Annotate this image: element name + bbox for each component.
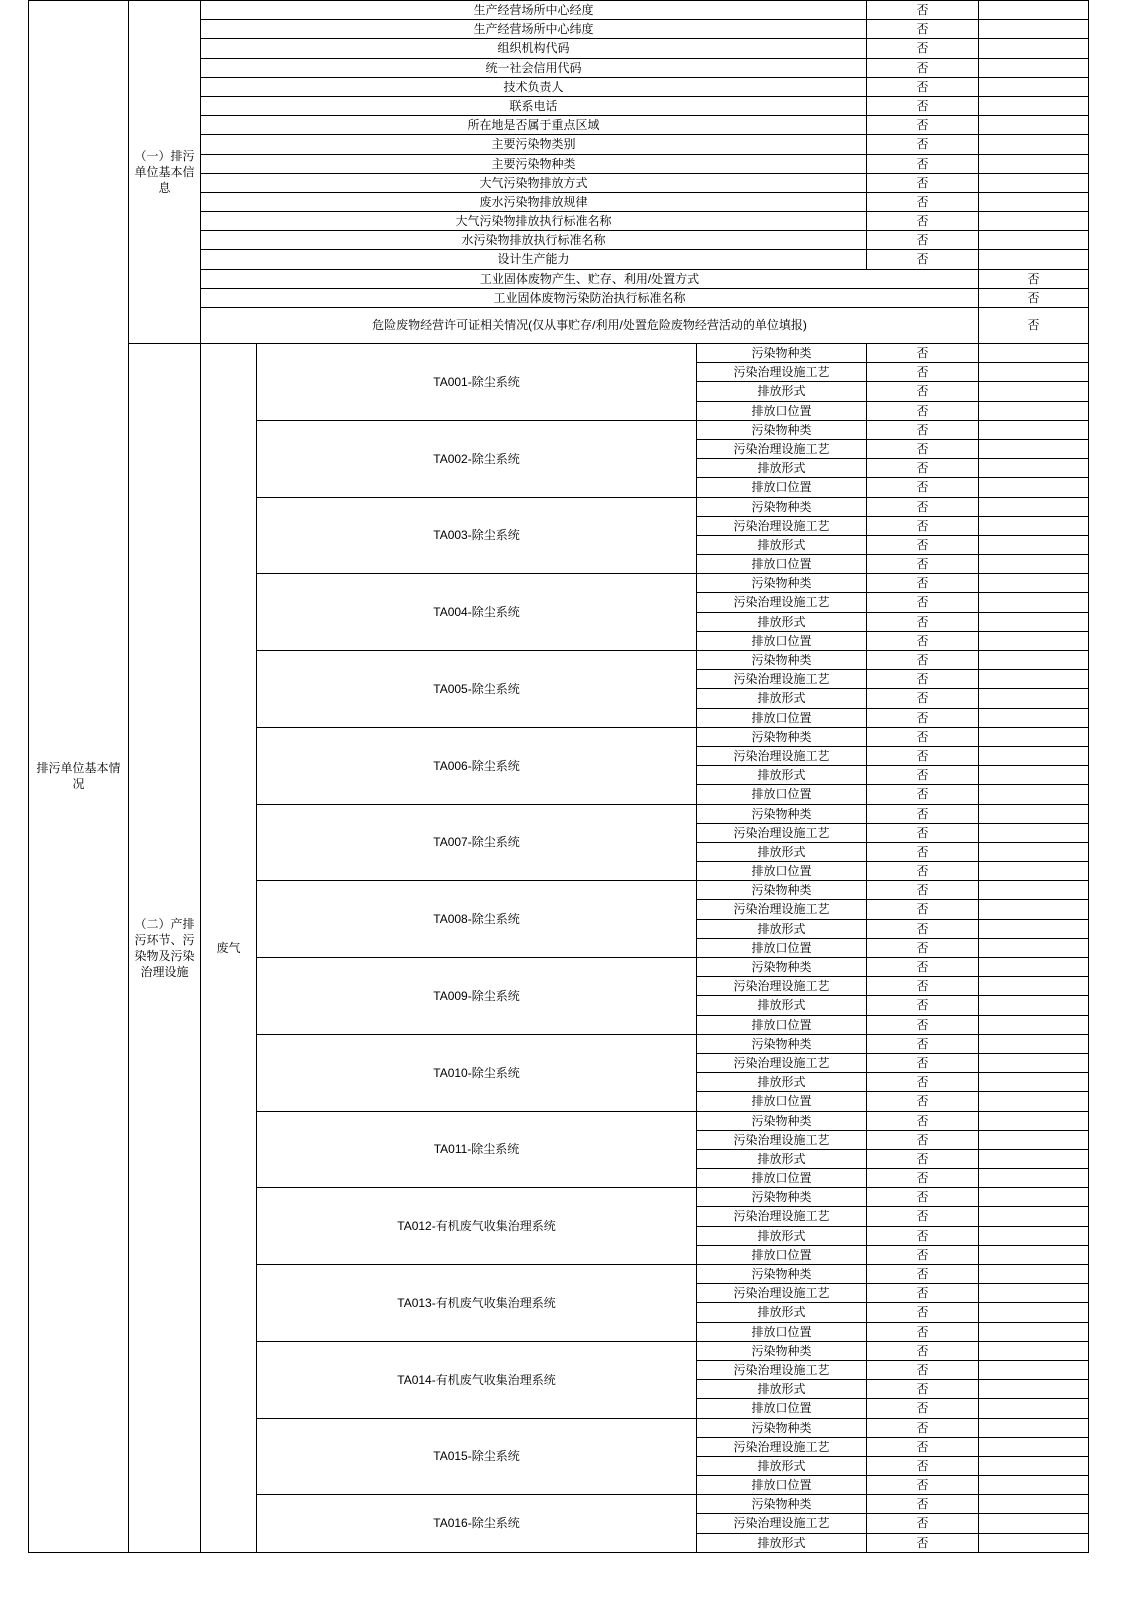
basic-info-item-wide: 危险废物经营许可证相关情况(仅从事贮存/利用/处置危险废物经营活动的单位填报) <box>201 308 979 344</box>
facility-blank <box>979 439 1089 458</box>
facility-value: 否 <box>867 1226 979 1245</box>
facility-name: TA010-除尘系统 <box>257 1034 697 1111</box>
facility-attribute: 污染物种类 <box>697 1495 867 1514</box>
facility-value: 否 <box>867 1399 979 1418</box>
basic-info-item: 联系电话 <box>201 96 867 115</box>
basic-info-item: 组织机构代码 <box>201 39 867 58</box>
basic-info-blank <box>979 212 1089 231</box>
facility-name: TA015-除尘系统 <box>257 1418 697 1495</box>
facility-blank <box>979 1015 1089 1034</box>
facility-attribute: 排放口位置 <box>697 401 867 420</box>
facility-value: 否 <box>867 1015 979 1034</box>
facility-blank <box>979 766 1089 785</box>
facility-value: 否 <box>867 996 979 1015</box>
facility-blank <box>979 1476 1089 1495</box>
basic-info-value: 否 <box>867 231 979 250</box>
basic-info-blank <box>979 39 1089 58</box>
facility-value: 否 <box>867 1533 979 1552</box>
facility-attribute: 排放口位置 <box>697 1322 867 1341</box>
facility-name: TA016-除尘系统 <box>257 1495 697 1553</box>
facility-blank <box>979 1053 1089 1072</box>
facility-value: 否 <box>867 382 979 401</box>
basic-info-value: 否 <box>979 288 1089 307</box>
basic-info-item: 生产经营场所中心纬度 <box>201 20 867 39</box>
facility-value: 否 <box>867 574 979 593</box>
basic-info-item: 所在地是否属于重点区域 <box>201 116 867 135</box>
facility-blank <box>979 919 1089 938</box>
facility-attribute: 污染物种类 <box>697 497 867 516</box>
facility-blank <box>979 862 1089 881</box>
facility-value: 否 <box>867 478 979 497</box>
facility-blank <box>979 958 1089 977</box>
basic-info-item-wide: 工业固体废物污染防治执行标准名称 <box>201 288 979 307</box>
facility-value: 否 <box>867 401 979 420</box>
facility-value: 否 <box>867 881 979 900</box>
facility-blank <box>979 555 1089 574</box>
facility-name: TA007-除尘系统 <box>257 804 697 881</box>
facility-attribute: 污染治理设施工艺 <box>697 363 867 382</box>
facility-attribute: 排放形式 <box>697 1303 867 1322</box>
facility-attribute: 排放口位置 <box>697 938 867 957</box>
basic-info-item: 设计生产能力 <box>201 250 867 269</box>
facility-blank <box>979 1360 1089 1379</box>
facility-blank <box>979 938 1089 957</box>
facility-blank <box>979 1437 1089 1456</box>
facility-blank <box>979 670 1089 689</box>
facility-value: 否 <box>867 862 979 881</box>
basic-info-blank <box>979 192 1089 211</box>
facility-value: 否 <box>867 420 979 439</box>
facility-attribute: 排放形式 <box>697 996 867 1015</box>
basic-info-value: 否 <box>867 212 979 231</box>
facility-blank <box>979 1495 1089 1514</box>
facility-attribute: 污染物种类 <box>697 881 867 900</box>
facility-attribute: 排放形式 <box>697 766 867 785</box>
facility-blank <box>979 1207 1089 1226</box>
basic-info-item: 技术负责人 <box>201 77 867 96</box>
facility-blank <box>979 1111 1089 1130</box>
facility-attribute: 污染治理设施工艺 <box>697 593 867 612</box>
facility-value: 否 <box>867 727 979 746</box>
facility-attribute: 污染治理设施工艺 <box>697 1514 867 1533</box>
basic-info-item: 主要污染物种类 <box>201 154 867 173</box>
facility-name: TA013-有机废气收集治理系统 <box>257 1265 697 1342</box>
category-label-waste-gas: 废气 <box>201 344 257 1553</box>
facility-value: 否 <box>867 1092 979 1111</box>
facility-attribute: 排放形式 <box>697 535 867 554</box>
facility-blank <box>979 420 1089 439</box>
facility-value: 否 <box>867 535 979 554</box>
facility-attribute: 污染物种类 <box>697 574 867 593</box>
table-body <box>29 1 1089 1553</box>
facility-value: 否 <box>867 1341 979 1360</box>
facility-value: 否 <box>867 1418 979 1437</box>
basic-info-blank <box>979 1 1089 20</box>
basic-info-blank <box>979 135 1089 154</box>
facility-value: 否 <box>867 439 979 458</box>
basic-info-value: 否 <box>867 58 979 77</box>
section-label-basic-info: （一）排污单位基本信息 <box>129 1 201 344</box>
facility-blank <box>979 344 1089 363</box>
facility-blank <box>979 1169 1089 1188</box>
basic-info-value: 否 <box>867 96 979 115</box>
facility-blank <box>979 1284 1089 1303</box>
facility-attribute: 污染治理设施工艺 <box>697 977 867 996</box>
facility-name: TA009-除尘系统 <box>257 958 697 1035</box>
basic-info-blank <box>979 20 1089 39</box>
facility-blank <box>979 516 1089 535</box>
facility-blank <box>979 593 1089 612</box>
facility-value: 否 <box>867 1265 979 1284</box>
facility-blank <box>979 1418 1089 1437</box>
facility-name: TA003-除尘系统 <box>257 497 697 574</box>
facility-attribute: 污染物种类 <box>697 344 867 363</box>
facility-attribute: 污染治理设施工艺 <box>697 823 867 842</box>
facility-value: 否 <box>867 651 979 670</box>
facility-value: 否 <box>867 785 979 804</box>
facility-attribute: 污染治理设施工艺 <box>697 1130 867 1149</box>
facility-name: TA004-除尘系统 <box>257 574 697 651</box>
facility-attribute: 污染治理设施工艺 <box>697 900 867 919</box>
facility-blank <box>979 1226 1089 1245</box>
facility-value: 否 <box>867 919 979 938</box>
facility-name: TA002-除尘系统 <box>257 420 697 497</box>
facility-blank <box>979 1303 1089 1322</box>
facility-value: 否 <box>867 958 979 977</box>
facility-attribute: 排放形式 <box>697 382 867 401</box>
facility-value: 否 <box>867 1322 979 1341</box>
facility-attribute: 排放形式 <box>697 1226 867 1245</box>
facility-attribute: 排放口位置 <box>697 1092 867 1111</box>
facility-value: 否 <box>867 766 979 785</box>
table-row <box>29 344 1089 363</box>
facility-name: TA006-除尘系统 <box>257 727 697 804</box>
basic-info-value: 否 <box>867 173 979 192</box>
basic-info-item: 大气污染物排放方式 <box>201 173 867 192</box>
facility-value: 否 <box>867 938 979 957</box>
facility-attribute: 排放形式 <box>697 459 867 478</box>
facility-value: 否 <box>867 842 979 861</box>
basic-info-value: 否 <box>867 116 979 135</box>
basic-info-blank <box>979 58 1089 77</box>
facility-value: 否 <box>867 804 979 823</box>
basic-info-item: 水污染物排放执行标准名称 <box>201 231 867 250</box>
facility-blank <box>979 823 1089 842</box>
facility-blank <box>979 746 1089 765</box>
facility-value: 否 <box>867 1456 979 1475</box>
facility-blank <box>979 363 1089 382</box>
facility-value: 否 <box>867 746 979 765</box>
facility-attribute: 排放形式 <box>697 919 867 938</box>
facility-value: 否 <box>867 497 979 516</box>
facility-blank <box>979 1399 1089 1418</box>
facility-value: 否 <box>867 1149 979 1168</box>
facility-value: 否 <box>867 1130 979 1149</box>
facility-value: 否 <box>867 1053 979 1072</box>
facility-attribute: 污染治理设施工艺 <box>697 439 867 458</box>
facility-value: 否 <box>867 1514 979 1533</box>
facility-blank <box>979 881 1089 900</box>
facility-blank <box>979 1456 1089 1475</box>
facility-attribute: 排放口位置 <box>697 708 867 727</box>
facility-blank <box>979 1533 1089 1552</box>
facility-attribute: 排放口位置 <box>697 862 867 881</box>
facility-blank <box>979 804 1089 823</box>
facility-value: 否 <box>867 1111 979 1130</box>
basic-info-item: 大气污染物排放执行标准名称 <box>201 212 867 231</box>
facility-blank <box>979 382 1089 401</box>
basic-info-value: 否 <box>979 308 1089 344</box>
facility-blank <box>979 478 1089 497</box>
facility-attribute: 排放形式 <box>697 1456 867 1475</box>
facility-value: 否 <box>867 1380 979 1399</box>
facility-attribute: 排放形式 <box>697 1149 867 1168</box>
basic-info-value: 否 <box>867 20 979 39</box>
facility-attribute: 排放口位置 <box>697 1476 867 1495</box>
facility-blank <box>979 651 1089 670</box>
facility-value: 否 <box>867 900 979 919</box>
facility-blank <box>979 497 1089 516</box>
facility-blank <box>979 401 1089 420</box>
basic-info-item: 生产经营场所中心经度 <box>201 1 867 20</box>
basic-info-value: 否 <box>867 135 979 154</box>
facility-name: TA012-有机废气收集治理系统 <box>257 1188 697 1265</box>
basic-info-value: 否 <box>867 39 979 58</box>
facility-blank <box>979 785 1089 804</box>
facility-value: 否 <box>867 555 979 574</box>
facility-attribute: 排放形式 <box>697 1533 867 1552</box>
facility-blank <box>979 900 1089 919</box>
basic-info-item-wide: 工业固体废物产生、贮存、利用/处置方式 <box>201 269 979 288</box>
facility-value: 否 <box>867 1437 979 1456</box>
basic-info-blank <box>979 250 1089 269</box>
facility-blank <box>979 1092 1089 1111</box>
facility-blank <box>979 708 1089 727</box>
facility-attribute: 污染治理设施工艺 <box>697 670 867 689</box>
facility-value: 否 <box>867 1034 979 1053</box>
facility-attribute: 污染物种类 <box>697 958 867 977</box>
basic-info-value: 否 <box>867 77 979 96</box>
facility-attribute: 污染物种类 <box>697 420 867 439</box>
facility-attribute: 排放口位置 <box>697 785 867 804</box>
basic-info-blank <box>979 154 1089 173</box>
facility-value: 否 <box>867 344 979 363</box>
facility-attribute: 污染治理设施工艺 <box>697 516 867 535</box>
facility-attribute: 污染物种类 <box>697 804 867 823</box>
basic-info-value: 否 <box>867 250 979 269</box>
facility-blank <box>979 727 1089 746</box>
facility-value: 否 <box>867 670 979 689</box>
facility-blank <box>979 535 1089 554</box>
facility-attribute: 污染治理设施工艺 <box>697 1437 867 1456</box>
section-label-emission-facilities: （二）产排污环节、污染物及污染治理设施 <box>129 344 201 1553</box>
basic-info-blank <box>979 116 1089 135</box>
facility-value: 否 <box>867 1207 979 1226</box>
facility-value: 否 <box>867 1476 979 1495</box>
facility-value: 否 <box>867 459 979 478</box>
facility-attribute: 排放口位置 <box>697 478 867 497</box>
facility-value: 否 <box>867 1245 979 1264</box>
facility-value: 否 <box>867 1284 979 1303</box>
facility-blank <box>979 842 1089 861</box>
facility-attribute: 排放形式 <box>697 612 867 631</box>
facility-value: 否 <box>867 363 979 382</box>
basic-info-value: 否 <box>867 154 979 173</box>
facility-name: TA014-有机废气收集治理系统 <box>257 1341 697 1418</box>
facility-attribute: 污染物种类 <box>697 1341 867 1360</box>
facility-attribute: 污染治理设施工艺 <box>697 1360 867 1379</box>
facility-value: 否 <box>867 977 979 996</box>
facility-name: TA008-除尘系统 <box>257 881 697 958</box>
basic-info-blank <box>979 96 1089 115</box>
facility-attribute: 污染治理设施工艺 <box>697 1207 867 1226</box>
facility-attribute: 排放口位置 <box>697 1015 867 1034</box>
facility-attribute: 排放口位置 <box>697 555 867 574</box>
facility-attribute: 污染物种类 <box>697 1418 867 1437</box>
basic-info-item: 废水污染物排放规律 <box>201 192 867 211</box>
row-label-main: 排污单位基本情况 <box>29 1 129 1553</box>
facility-value: 否 <box>867 593 979 612</box>
facility-attribute: 排放口位置 <box>697 1399 867 1418</box>
facility-blank <box>979 459 1089 478</box>
facility-value: 否 <box>867 516 979 535</box>
facility-name: TA011-除尘系统 <box>257 1111 697 1188</box>
facility-blank <box>979 1322 1089 1341</box>
facility-attribute: 污染物种类 <box>697 651 867 670</box>
facility-attribute: 排放形式 <box>697 1380 867 1399</box>
facility-attribute: 污染物种类 <box>697 1265 867 1284</box>
basic-info-item: 主要污染物类别 <box>201 135 867 154</box>
facility-blank <box>979 574 1089 593</box>
facility-value: 否 <box>867 708 979 727</box>
facility-blank <box>979 1245 1089 1264</box>
facility-blank <box>979 631 1089 650</box>
facility-attribute: 排放形式 <box>697 842 867 861</box>
basic-info-value: 否 <box>979 269 1089 288</box>
facility-value: 否 <box>867 1360 979 1379</box>
facility-blank <box>979 996 1089 1015</box>
facility-attribute: 污染治理设施工艺 <box>697 1053 867 1072</box>
facility-value: 否 <box>867 1169 979 1188</box>
facility-value: 否 <box>867 1303 979 1322</box>
facility-name: TA005-除尘系统 <box>257 651 697 728</box>
facility-attribute: 排放口位置 <box>697 1169 867 1188</box>
facility-blank <box>979 612 1089 631</box>
facility-name: TA001-除尘系统 <box>257 344 697 421</box>
facility-value: 否 <box>867 689 979 708</box>
facility-attribute: 污染治理设施工艺 <box>697 746 867 765</box>
facility-value: 否 <box>867 1188 979 1207</box>
facility-value: 否 <box>867 823 979 842</box>
facility-blank <box>979 1188 1089 1207</box>
facility-attribute: 污染物种类 <box>697 727 867 746</box>
table-row <box>29 1 1089 20</box>
facility-attribute: 污染物种类 <box>697 1034 867 1053</box>
facility-blank <box>979 1514 1089 1533</box>
facility-blank <box>979 1149 1089 1168</box>
permit-table <box>28 0 1089 1553</box>
facility-attribute: 污染物种类 <box>697 1111 867 1130</box>
basic-info-blank <box>979 173 1089 192</box>
facility-blank <box>979 1380 1089 1399</box>
facility-value: 否 <box>867 1495 979 1514</box>
basic-info-value: 否 <box>867 192 979 211</box>
facility-blank <box>979 689 1089 708</box>
facility-value: 否 <box>867 631 979 650</box>
facility-blank <box>979 977 1089 996</box>
basic-info-value: 否 <box>867 1 979 20</box>
basic-info-blank <box>979 77 1089 96</box>
facility-blank <box>979 1073 1089 1092</box>
facility-blank <box>979 1034 1089 1053</box>
facility-attribute: 排放形式 <box>697 1073 867 1092</box>
facility-attribute: 排放口位置 <box>697 631 867 650</box>
facility-attribute: 排放口位置 <box>697 1245 867 1264</box>
facility-blank <box>979 1130 1089 1149</box>
basic-info-item: 统一社会信用代码 <box>201 58 867 77</box>
facility-blank <box>979 1265 1089 1284</box>
facility-value: 否 <box>867 612 979 631</box>
facility-blank <box>979 1341 1089 1360</box>
facility-attribute: 排放形式 <box>697 689 867 708</box>
basic-info-blank <box>979 231 1089 250</box>
facility-attribute: 污染物种类 <box>697 1188 867 1207</box>
facility-value: 否 <box>867 1073 979 1092</box>
facility-attribute: 污染治理设施工艺 <box>697 1284 867 1303</box>
